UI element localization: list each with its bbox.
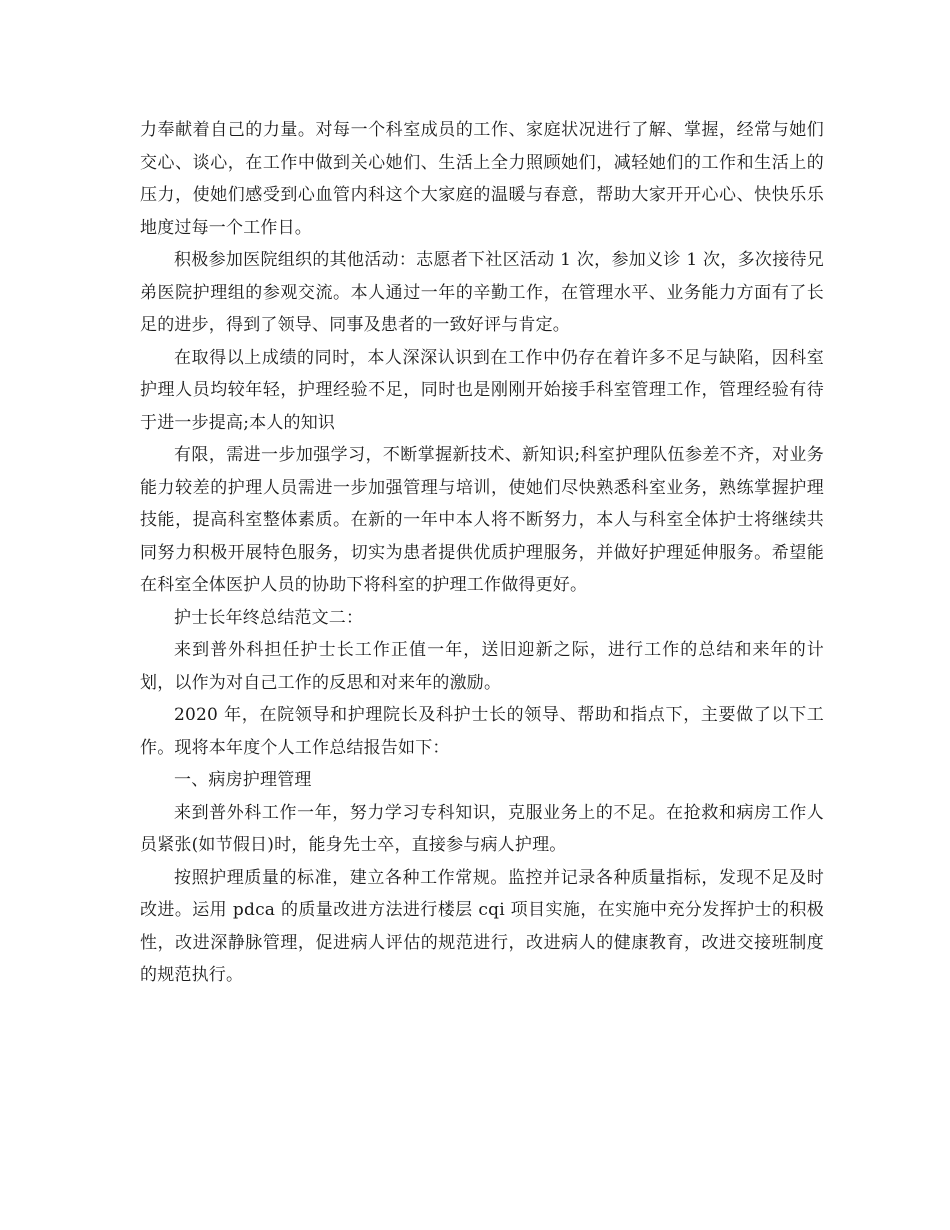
paragraph-2: 积极参加医院组织的其他活动：志愿者下社区活动 1 次，参加义诊 1 次，多次接待兄弟医院护理组的参观交流。本人通过一年的辛勤工作，在管理水平、业务能力方面有了长足的进步，得到了领导、同事及患者的一致好评与肯定。 [140,250,824,335]
section-heading-sample-two: 护士长年终总结范文二： [174,607,364,628]
paragraph-7: 2020 年，在院领导和护理院长及科护士长的领导、帮助和指点下，主要做了以下工作。现将本年度个人工作总结报告如下： [140,705,824,758]
paragraph-1: 力奉献着自己的力量。对每一个科室成员的工作、家庭状况进行了解、掌握，经常与她们交心、谈心，在工作中做到关心她们、生活上全力照顾她们，减轻她们的工作和生活上的压力，使她们感受到心血管内科这个大家庭的温暖与春意，帮助大家开开心心、快快乐乐地度过每一个工作日。 [140,120,824,238]
paragraph-10: 按照护理质量的标准，建立各种工作常规。监控并记录各种质量指标，发现不足及时改进。运用 pdca 的质量改进方法进行楼层 cqi 项目实施，在实施中充分发挥护士的积极性，改进深静脉管理，促进病人评估的规范进行，改进病人的健康教育，改进交接班制度的规范执行。 [140,867,824,985]
section-heading-ward-management: 一、病房护理管理 [174,770,312,790]
paragraph-3: 在取得以上成绩的同时，本人深深认识到在工作中仍存在着许多不足与缺陷，因科室护理人员均较年轻，护理经验不足，同时也是刚刚开始接手科室管理工作，管理经验有待于进一步提高;本人的知识 [140,347,824,433]
paragraph-9: 来到普外科工作一年，努力学习专科知识，克服业务上的不足。在抢救和病房工作人员紧张(如节假日)时，能身先士卒，直接参与病人护理。 [140,802,824,855]
paragraph-4: 有限，需进一步加强学习，不断掌握新技术、新知识;科室护理队伍参差不齐，对业务能力较差的护理人员需进一步加强管理与培训，使她们尽快熟悉科室业务，熟练掌握护理技能，提高科室整体素质。在新的一年中本人将不断努力，本人与科室全体护士将继续共同努力积极开展特色服务，切实为患者提供优质护理服务，并做好护理延伸服务。希望能在科室全体医护人员的协助下将科室的护理工作做得更好。 [140,445,824,595]
paragraph-6: 来到普外科担任护士长工作正值一年，送旧迎新之际，进行工作的总结和来年的计划，以作为对自己工作的反思和对来年的激励。 [140,640,824,693]
document-body [140,114,824,992]
